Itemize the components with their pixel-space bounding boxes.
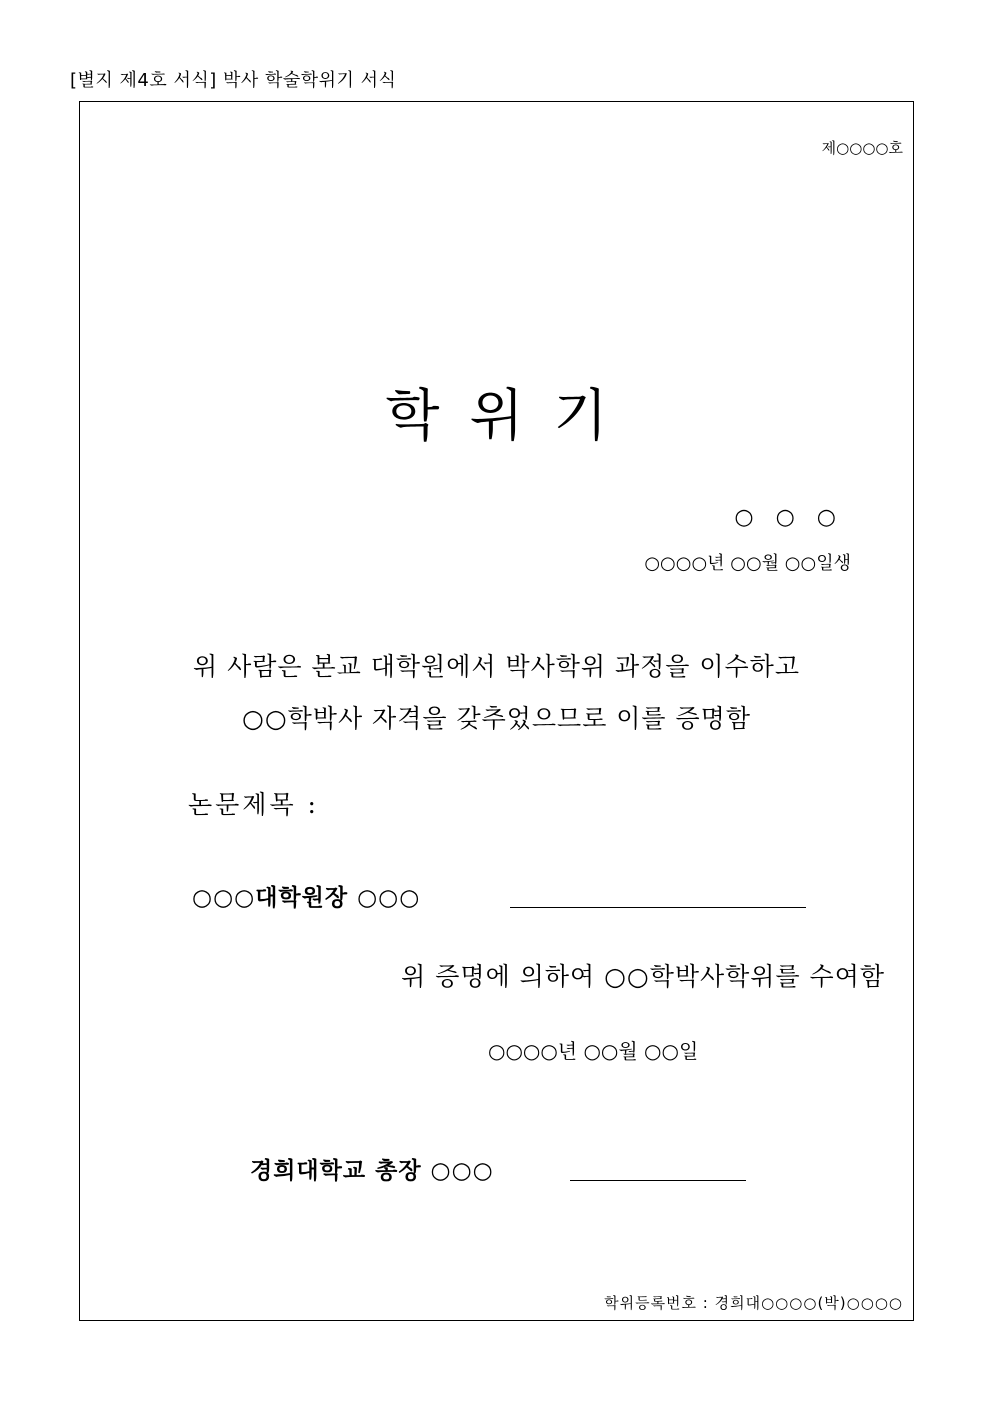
dean-signature-line [510,907,806,908]
dean-signature: ○○○대학원장 ○○○ [192,884,421,911]
grant-statement: 위 증명에 의하여 ○○학박사학위를 수여함 [401,962,885,991]
certification-text-line-2: ○○학박사 자격을 갖추었으므로 이를 증명함 [242,704,751,733]
thesis-title-label: 논문제목 : [188,790,319,819]
birth-date: ○○○○년 ○○월 ○○일생 [644,553,851,574]
certificate-title: 학위기 [385,384,638,449]
serial-number: 제○○○○호 [821,139,903,157]
form-caption: [별지 제4호 서식] 박사 학술학위기 서식 [70,70,397,91]
president-signature: 경희대학교 총장 ○○○ [250,1157,494,1184]
recipient-name: ○○○ [734,505,858,530]
certification-text-line-1: 위 사람은 본교 대학원에서 박사학위 과정을 이수하고 [193,652,800,681]
registration-number: 학위등록번호 : 경희대○○○○(박)○○○○ [604,1294,903,1312]
certificate-frame [79,101,914,1321]
president-signature-line [570,1180,746,1181]
grant-date: ○○○○년 ○○월 ○○일 [488,1039,699,1063]
